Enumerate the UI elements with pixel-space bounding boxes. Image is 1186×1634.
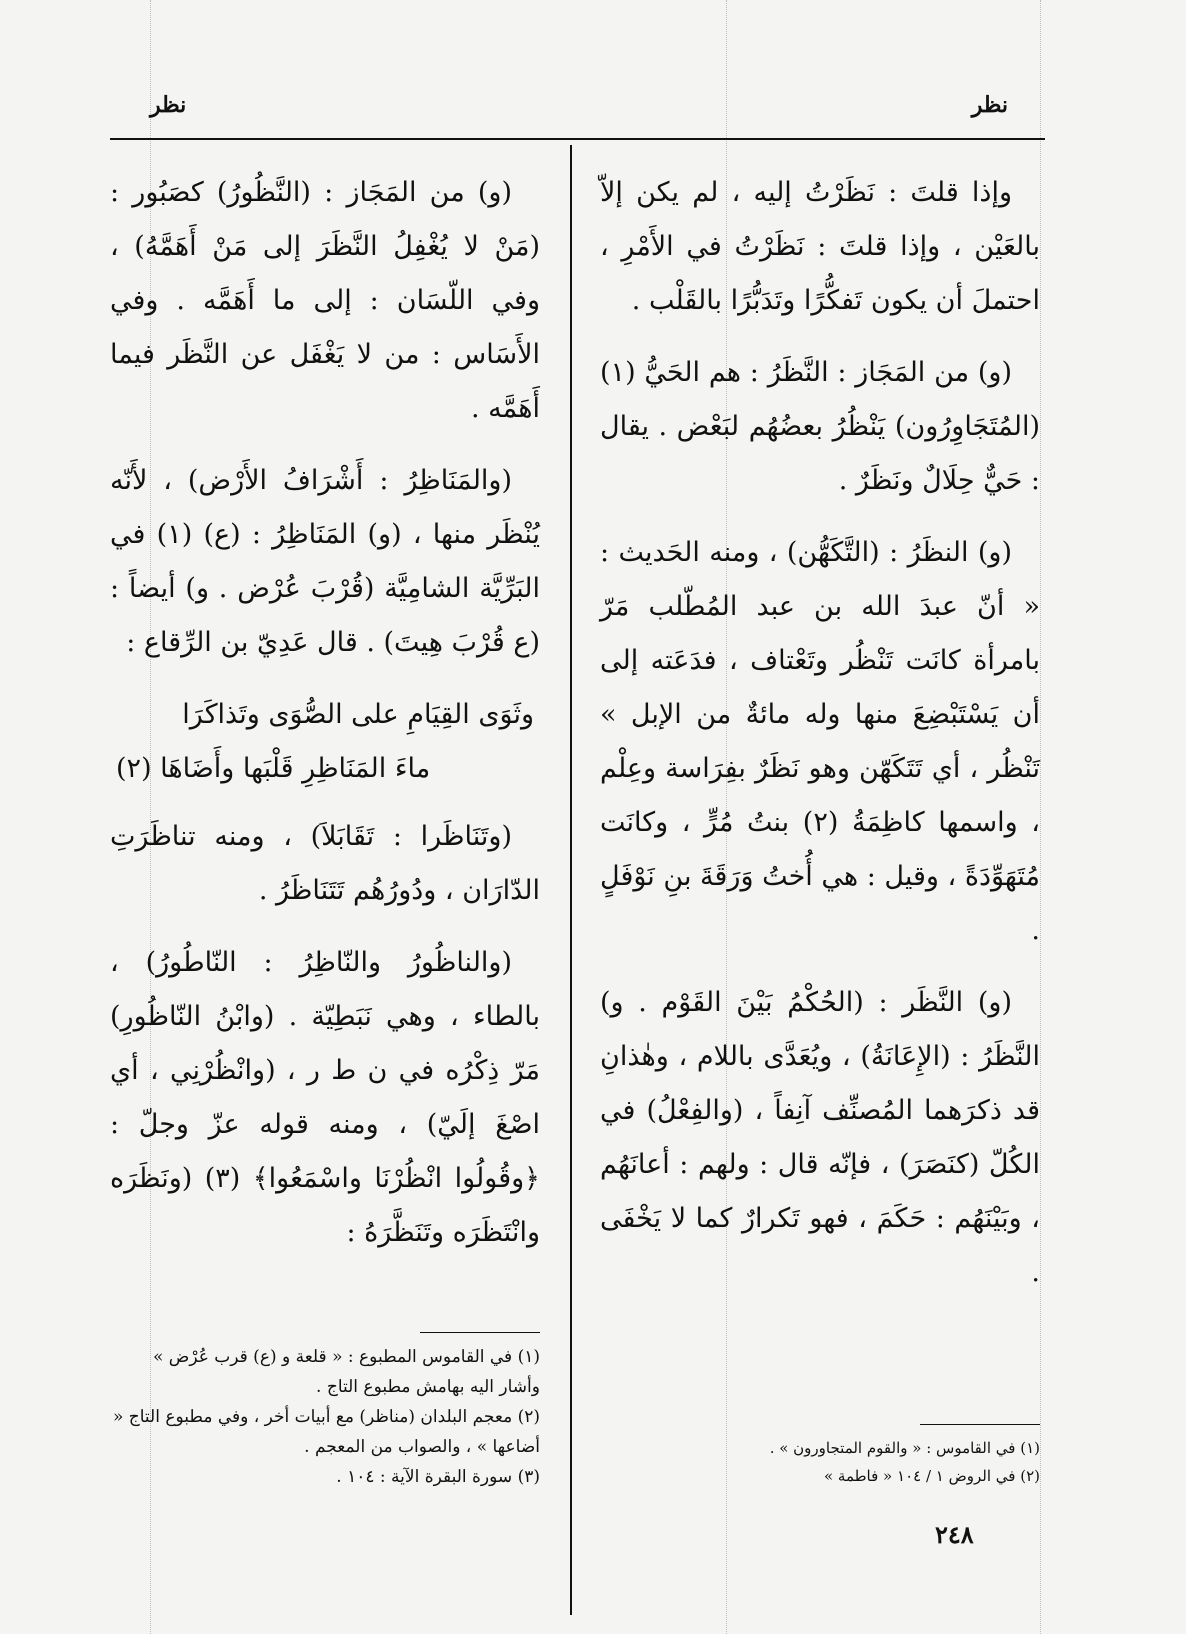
footnote: (١) في القاموس : « والقوم المتجاورون » . bbox=[769, 1439, 1040, 1457]
verse-first-hemistich: وثَوَى القِيَامِ على الصُّوَى وتَذاكَرَا bbox=[182, 699, 534, 730]
footnote: (٣) سورة البقرة الآية : ١٠٤ . bbox=[336, 1467, 540, 1487]
poetry-verse bbox=[110, 688, 540, 796]
scan-guide-line bbox=[1040, 0, 1041, 1634]
entry-paragraph: (و) النظَرُ : (التَّكَهُّن) ، ومنه الحَديث : « أنّ عبدَ الله بن عبد المُطّلب مَرّ بامرأة كانَت تَنْظُر وتَعْتاف ، فدَعَته إلى أن يَسْتَبْضِعَ منها وله مائةٌ من الإبل » تَنْظُر ، أي تَتَكَهّن وهو نَظَرٌ بفِرَاسة وعِلْم ، واسمها كاظِمَةُ (٢) بنتُ مُرٍّ ، وكانَت مُتَهَوِّدَةً ، وقيل : هي أُختُ وَرَقَةَ بنِ نَوْفَلٍ . bbox=[600, 537, 1040, 946]
running-head-right: نظر bbox=[971, 92, 1008, 118]
entry-paragraph: (والمَنَاظِرُ : أَشْرَافُ الأَرْض) ، لأَنّه يُنْظَر منها ، (و) المَنَاظِرُ : (ع) (١) في البَرِّيَّة الشامِيَّة (قُرْبَ عُرْض . و) أيضاً : (ع قُرْبَ هِيتَ) . قال عَدِيّ بن الرِّقاع : bbox=[110, 465, 540, 658]
entry-paragraph: وإذا قلتَ : نَظَرْتُ إليه ، لم يكن إلاّ بالعَيْن ، وإذا قلتَ : نَظَرْتُ في الأَمْرِ ، احتملَ أن يكون تَفكُّرًا وتَدَبُّرًا بالقَلْب . bbox=[600, 177, 1040, 316]
footnote: (٢) في الروض ١ / ١٠٤ « فاطمة » bbox=[823, 1467, 1040, 1485]
verse-second-hemistich: ماءَ المَنَاظِرِ قَلْبَها وأَضَاهَا (٢) bbox=[116, 753, 431, 784]
header-rule bbox=[110, 138, 1045, 140]
entry-paragraph: (والناظُورُ والنّاظِرُ : النّاطُورُ) ، بالطاء ، وهي نَبَطِيّة . (وابْنُ النّاظُورِ) مَرّ ذِكْرُه في ن ط ر ، (وانْظُرْنِي ، أي اصْغَ إلَيّ) ، ومنه قوله عزّ وجلّ : ﴿وقُولُوا انْظُرْنَا واسْمَعُوا﴾ (٣) (ونَظَرَه وانْتَظَرَه وتَنَظَّرَهُ : bbox=[110, 947, 540, 1248]
footnotes-right bbox=[600, 1434, 1040, 1490]
entry-paragraph: (وتَنَاظَرا : تَقَابَلاَ) ، ومنه تناظَرَتِ الدّارَان ، ودُورُهُم تَتَنَاظَرُ . bbox=[110, 821, 540, 906]
right-column bbox=[600, 166, 1040, 1318]
footnotes-left bbox=[110, 1342, 540, 1492]
footnote: (٢) معجم البلدان (مناظر) مع أبيات أخر ، وفي مطبوع التاج « أضاعها » ، والصواب من المعجم . bbox=[112, 1407, 540, 1457]
running-head-left: نظر bbox=[150, 92, 187, 118]
left-column bbox=[110, 166, 540, 1278]
entry-paragraph: (و) من المَجَاز : النَّظَرُ : هم الحَيُّ (١) (المُتَجَاوِرُون) يَنْظُرُ بعضُهُم لبَعْض . يقال : حَيٌّ حِلَالٌ ونَظَرٌ . bbox=[600, 357, 1040, 496]
footnote: (١) في القاموس المطبوع : « قلعة و (ع) قرب عُرْض » وأشار اليه بهامش مطبوع التاج . bbox=[152, 1347, 540, 1397]
page-number: ٢٤٨ bbox=[935, 1520, 974, 1549]
footnote-rule bbox=[420, 1332, 540, 1333]
entry-paragraph: (و) النَّظَر : (الحُكْمُ بَيْنَ القَوْم . و) النَّظَرُ : (الإِعَانَةُ) ، ويُعَدَّى باللام ، وهٰذانِ قد ذكرَهما المُصنِّف آنِفاً ، (والفِعْلُ) في الكُلّ (كنَصَرَ) ، فإنّه قال : ولهم : أعانَهُم ، وبَيْنَهُم : حَكَمَ ، فهو تَكرارٌ كما لا يَخْفَى . bbox=[600, 987, 1040, 1288]
column-divider bbox=[570, 145, 572, 1615]
entry-paragraph: (و) من المَجَاز : (النَّظُورُ) كصَبُور : (مَنْ لا يُغْفِلُ النَّظَرَ إلى مَنْ أَهَمَّهُ) ، وفي اللّسَان : إلى ما أَهَمَّه . وفي الأَسَاس : من لا يَغْفَل عن النَّظَر فيما أَهَمَّه . bbox=[110, 177, 540, 424]
footnote-rule bbox=[920, 1424, 1040, 1425]
